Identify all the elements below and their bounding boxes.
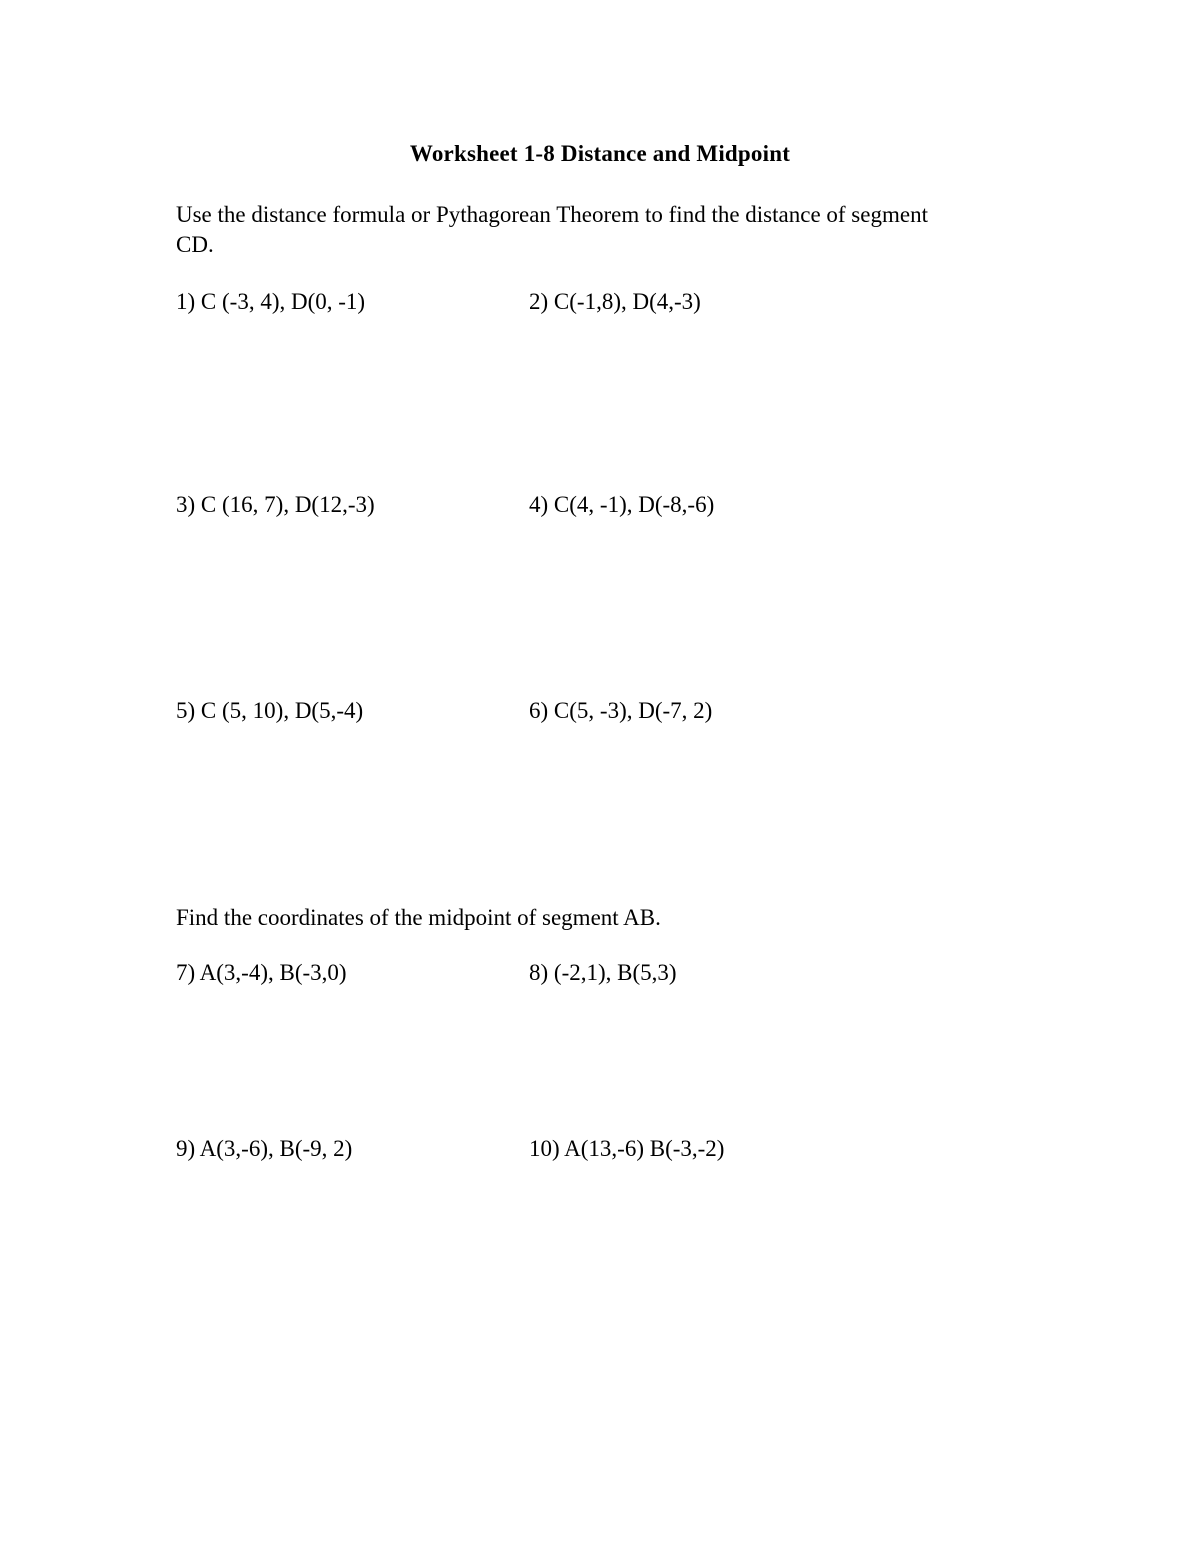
instruction-distance: Use the distance formula or Pythagorean Theorem to find the distance of segment CD. <box>176 202 928 258</box>
problem-item-8: 8) (-2,1), B(5,3) <box>529 960 677 985</box>
problem-item-1: 1) C (-3, 4), D(0, -1) <box>176 289 366 314</box>
problem-item-5: 5) C (5, 10), D(5,-4) <box>176 698 364 723</box>
problem-item-7: 7) A(3,-4), B(-3,0) <box>176 960 347 985</box>
page-title: Worksheet 1-8 Distance and Midpoint <box>409 141 791 166</box>
problem-item-2: 2) C(-1,8), D(4,-3) <box>529 289 701 314</box>
problem-item-3: 3) C (16, 7), D(12,-3) <box>176 492 375 517</box>
instruction-midpoint: Find the coordinates of the midpoint of segment AB. <box>176 905 661 930</box>
problem-item-4: 4) C(4, -1), D(-8,-6) <box>529 492 715 517</box>
problem-item-9: 9) A(3,-6), B(-9, 2) <box>176 1136 353 1161</box>
problem-item-10: 10) A(13,-6) B(-3,-2) <box>529 1136 725 1161</box>
problem-item-6: 6) C(5, -3), D(-7, 2) <box>529 698 713 723</box>
